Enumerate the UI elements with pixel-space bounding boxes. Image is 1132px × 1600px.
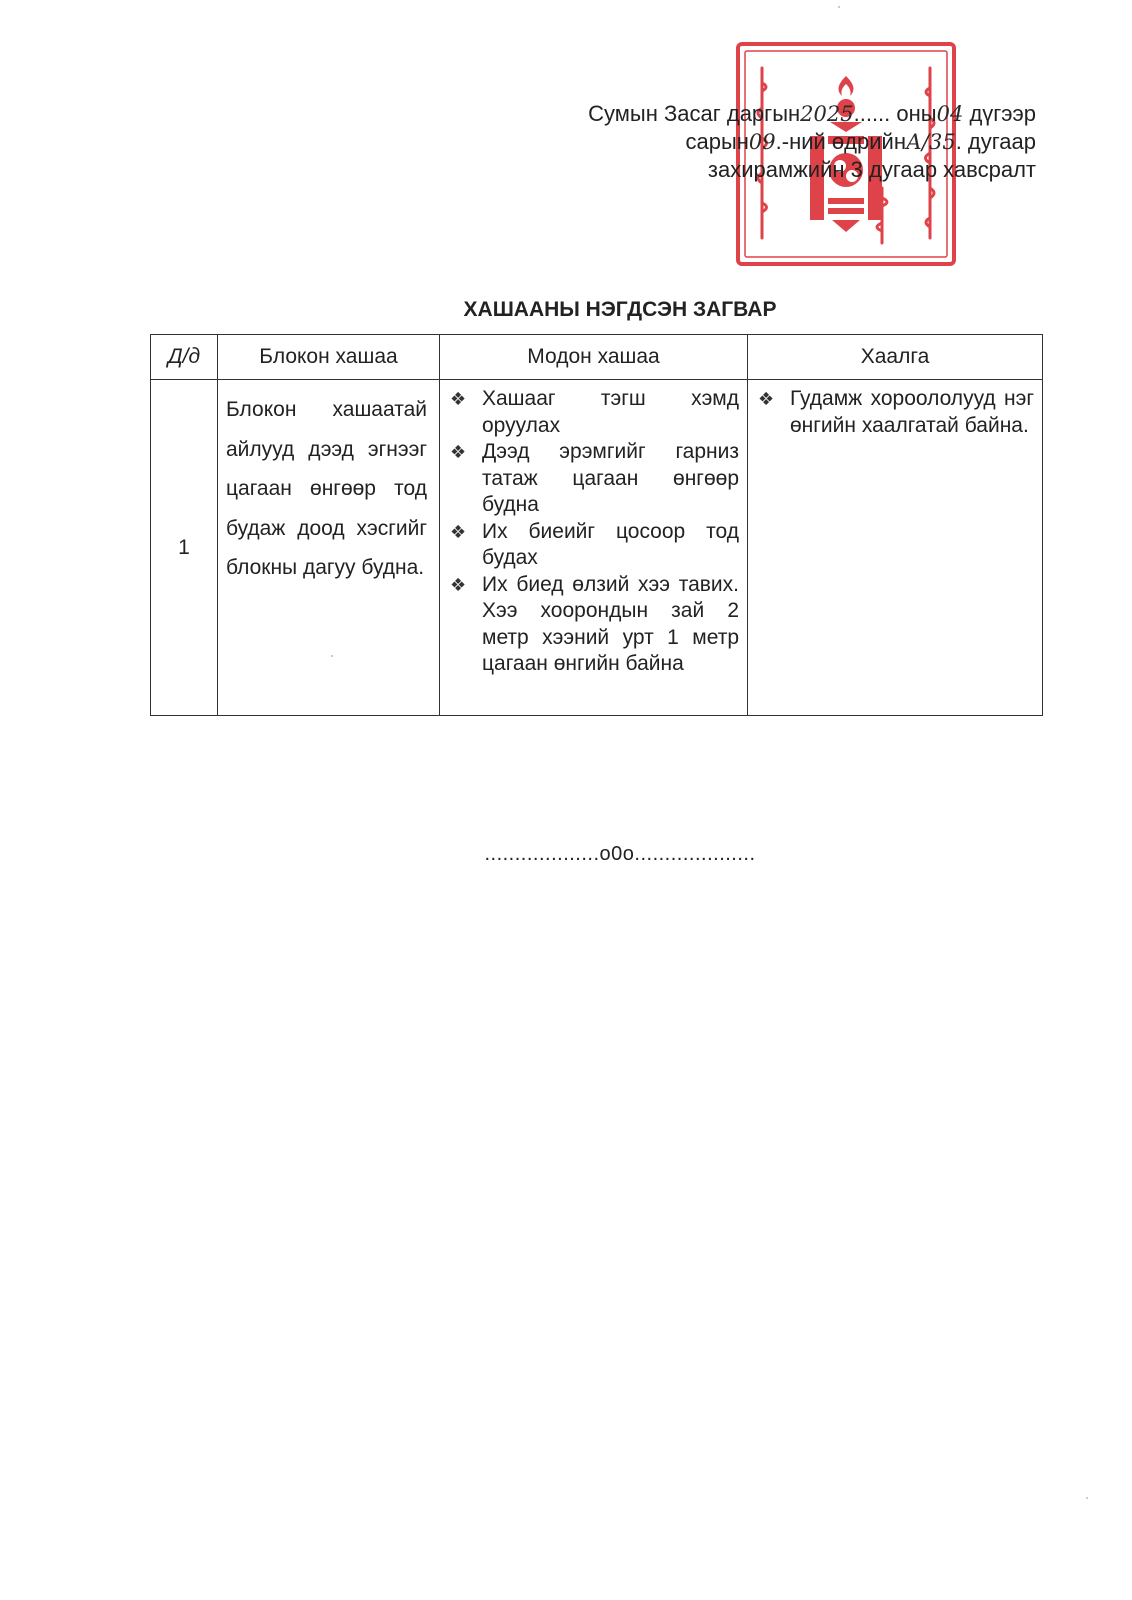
reference-line-2: сарын09.-ний өдрийнА/35. дугаар <box>685 129 1036 154</box>
fence-template-table <box>150 334 1043 716</box>
handwritten-number: А/35 <box>905 130 956 154</box>
reference-line-3: захирамжийн 3 дугаар хавсралт <box>707 157 1036 182</box>
gate-cell <box>748 380 1043 716</box>
handwritten-month: 04 <box>936 102 964 126</box>
list-item: ❖ Их биеийг цосоор тод будах <box>450 519 739 569</box>
header-block-fence: Блокон хашаа <box>218 335 440 380</box>
scan-speck <box>331 655 333 657</box>
reference-line-1: Сумын Засаг даргын2025...... оны04 дүгээр <box>588 101 1036 126</box>
table-row <box>151 380 1043 716</box>
gate-list <box>748 380 1042 443</box>
scan-speck <box>838 6 840 8</box>
page-title: ХАШААНЫ НЭГДСЭН ЗАГВАР <box>463 298 777 321</box>
decree-reference <box>476 100 1036 184</box>
header-number: Д/д <box>151 335 218 380</box>
list-item: ❖ Дээд эрэмгийг гарниз татаж цагаан өнгөөр будна <box>450 440 739 516</box>
wood-fence-cell <box>440 380 748 716</box>
block-fence-text: Блокон хашаатай айлууд дээд эгнээг цагаан өнгөөр тод будаж доод хэсгийг блокны дагуу будна. <box>226 398 427 579</box>
diamond-bullet-icon: ❖ <box>450 442 467 463</box>
block-fence-cell <box>218 380 440 716</box>
list-item: ❖ Гудамж хороололууд нэг өнгийн хаалгатай байна. <box>758 387 1034 437</box>
diamond-bullet-icon: ❖ <box>450 521 467 543</box>
row-number: 1 <box>151 380 218 716</box>
handwritten-day: 09 <box>748 130 776 154</box>
diamond-bullet-icon: ❖ <box>450 389 467 410</box>
list-item: ❖ Их биед өлзий хээ тавих. Хээ хоорондын зай 2 метр хээний урт 1 метр цагаан өнгийн байна <box>450 572 739 675</box>
table-header-row <box>151 335 1043 380</box>
header-gate: Хаалга <box>748 335 1043 380</box>
wood-fence-list <box>440 380 747 682</box>
diamond-bullet-icon: ❖ <box>758 389 775 410</box>
end-of-document-mark: ...................o0o.................... <box>484 843 756 865</box>
header-wood-fence: Модон хашаа <box>440 335 748 380</box>
scan-speck <box>1086 1497 1088 1499</box>
diamond-bullet-icon: ❖ <box>450 574 467 596</box>
list-item: ❖ Хашааг тэгш хэмд оруулах <box>450 387 739 437</box>
handwritten-year: 2025 <box>800 102 854 126</box>
